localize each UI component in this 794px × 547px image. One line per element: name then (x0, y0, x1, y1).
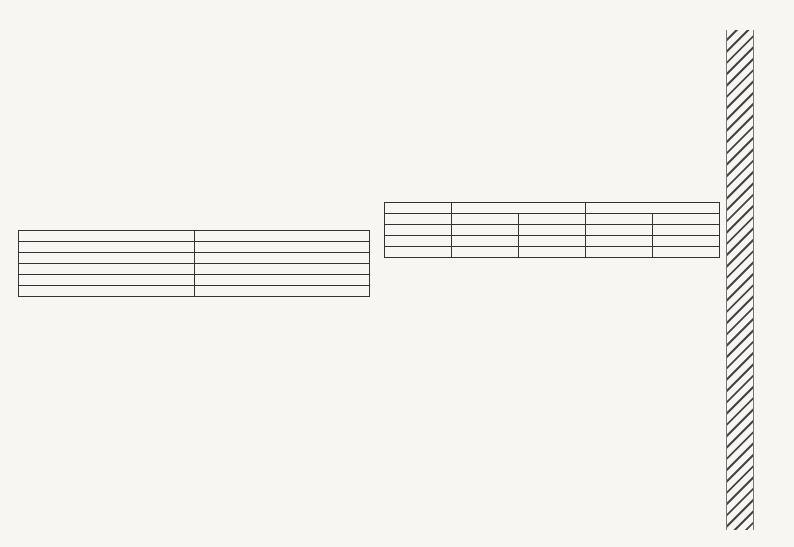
question-text-line (384, 128, 720, 139)
question-text-line (384, 424, 720, 435)
options-row (384, 392, 720, 406)
answer-option (384, 392, 552, 403)
table-cell (653, 225, 720, 236)
answer-option (552, 392, 720, 403)
table-group-header (452, 203, 586, 214)
options-row (384, 466, 720, 480)
question (384, 262, 720, 332)
answer-option (18, 505, 194, 516)
answer-option (384, 110, 552, 121)
question-text-line (384, 276, 720, 287)
table-header-row (385, 214, 720, 225)
answer-option (194, 505, 370, 516)
answer-option (194, 357, 370, 368)
options-row (384, 452, 720, 466)
answer-option (552, 156, 720, 167)
data-table (18, 230, 370, 297)
table-cell (586, 247, 653, 258)
answer-option (384, 452, 552, 463)
question-text-line (384, 68, 720, 79)
answer-option (384, 378, 552, 389)
binding-strip (726, 30, 754, 530)
question (18, 128, 370, 212)
question-text-line (18, 128, 370, 139)
question-text-line (18, 491, 370, 502)
options-row (384, 318, 720, 332)
question-text-line (384, 410, 720, 421)
answer-option (18, 357, 194, 368)
options-row (18, 343, 370, 357)
question-text-line (18, 315, 370, 326)
question-text-line (384, 142, 720, 153)
answer-option (194, 198, 370, 209)
table-group-header (586, 203, 720, 214)
table-row (19, 253, 370, 264)
table-column-header (653, 214, 720, 225)
options-row (384, 170, 720, 184)
options-row (384, 304, 720, 318)
answer-option (552, 452, 720, 463)
table-column-header (385, 214, 452, 225)
table-cell (653, 236, 720, 247)
answer-option (194, 110, 370, 121)
options-row (18, 505, 370, 519)
answer-option (552, 304, 720, 315)
answer-option (384, 304, 552, 315)
question-text-line (18, 156, 370, 167)
question-text-line (384, 438, 720, 449)
options-row (18, 198, 370, 212)
table-cell (586, 236, 653, 247)
table-cell (19, 231, 195, 242)
options-row (18, 184, 370, 198)
table-cell (385, 247, 452, 258)
table-cell (194, 286, 370, 297)
question-text-line (384, 364, 720, 375)
question-text-line (384, 350, 720, 361)
right-page (384, 40, 720, 530)
answer-option (18, 431, 194, 442)
table-cell (385, 225, 452, 236)
answer-option (194, 431, 370, 442)
table-cell (194, 253, 370, 264)
answer-option (552, 96, 720, 107)
table-row (385, 236, 720, 247)
answer-option (18, 184, 194, 195)
table-cell (19, 242, 195, 253)
options-row (18, 96, 370, 110)
left-page (18, 40, 370, 530)
question-text-line (18, 389, 370, 400)
question-text-line (18, 477, 370, 488)
options-row (18, 357, 370, 371)
options-row (384, 378, 720, 392)
options-row (18, 110, 370, 124)
table-cell (519, 236, 586, 247)
options-row (384, 96, 720, 110)
answer-option (384, 318, 552, 329)
table-row (385, 225, 720, 236)
question-text-line (384, 82, 720, 93)
question-text-line (18, 170, 370, 181)
question-text-line (384, 262, 720, 273)
question-text-line (18, 329, 370, 340)
answer-option (552, 378, 720, 389)
table-column-header (586, 214, 653, 225)
table-cell (194, 242, 370, 253)
question-text-line (18, 463, 370, 474)
table-row (19, 231, 370, 242)
question-text-line (18, 54, 370, 65)
question (384, 410, 720, 480)
right-page-footer (384, 527, 720, 539)
question-text-line (18, 417, 370, 428)
question-text-line (18, 142, 370, 153)
table-cell (519, 247, 586, 258)
answer-option (18, 343, 194, 354)
answer-option (194, 445, 370, 456)
question (18, 40, 370, 124)
question-text-line (384, 336, 720, 347)
question (18, 463, 370, 530)
answer-option (194, 96, 370, 107)
question-text-line (18, 40, 370, 51)
answer-option (18, 96, 194, 107)
table-cell (452, 247, 519, 258)
table-cell (519, 225, 586, 236)
data-table (384, 202, 720, 258)
answer-option (18, 110, 194, 121)
answer-option (552, 110, 720, 121)
answer-option (194, 184, 370, 195)
table-column-header (452, 214, 519, 225)
table-cell (19, 275, 195, 286)
table-row (19, 264, 370, 275)
table-row (385, 247, 720, 258)
table-caption (18, 216, 370, 228)
options-row (18, 431, 370, 445)
question-text-line (18, 375, 370, 386)
question-text-line (18, 68, 370, 79)
table-cell (19, 264, 195, 275)
table-caption (384, 188, 720, 200)
table-corner-cell (385, 203, 452, 214)
question (18, 301, 370, 371)
table-cell (452, 236, 519, 247)
table-cell (653, 247, 720, 258)
question (384, 40, 720, 124)
table-cell (194, 275, 370, 286)
options-row (384, 110, 720, 124)
table-cell (19, 253, 195, 264)
options-row (384, 156, 720, 170)
table-column-header (519, 214, 586, 225)
options-row (18, 445, 370, 459)
answer-option (552, 466, 720, 477)
answer-option (384, 156, 552, 167)
answer-option (552, 170, 720, 181)
answer-option (194, 343, 370, 354)
table-row (19, 242, 370, 253)
table-cell (19, 286, 195, 297)
table-row (19, 286, 370, 297)
table-header-row (385, 203, 720, 214)
table-cell (385, 236, 452, 247)
answer-option (18, 445, 194, 456)
question-text-line (384, 290, 720, 301)
question-text-line (384, 40, 720, 51)
answer-option (18, 198, 194, 209)
question-text-line (18, 403, 370, 414)
question-text-line (384, 54, 720, 65)
table-cell (194, 231, 370, 242)
question-text-line (18, 301, 370, 312)
question (384, 336, 720, 406)
answer-option (384, 170, 552, 181)
table-cell (452, 225, 519, 236)
question (18, 375, 370, 459)
answer-option (384, 466, 552, 477)
question-text-line (18, 82, 370, 93)
left-page-footer (18, 527, 370, 539)
table-cell (586, 225, 653, 236)
table-cell (194, 264, 370, 275)
answer-option (384, 96, 552, 107)
question (384, 128, 720, 184)
table-row (19, 275, 370, 286)
answer-option (552, 318, 720, 329)
